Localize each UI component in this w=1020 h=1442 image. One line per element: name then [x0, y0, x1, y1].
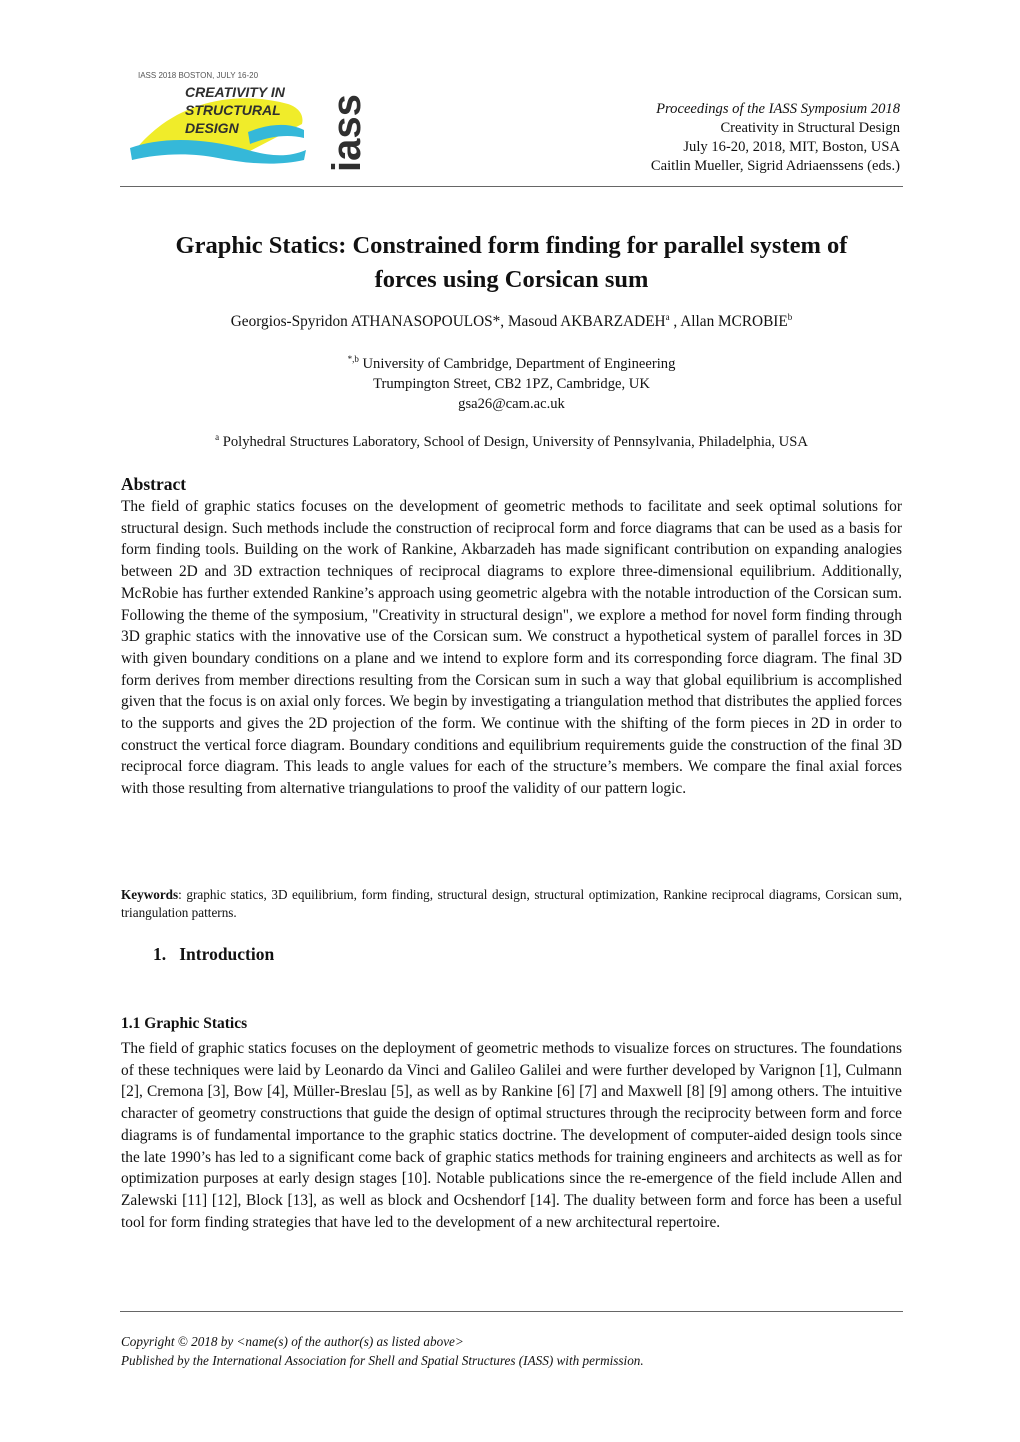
abstract-text: The field of graphic statics focuses on the development of geometric methods to facilitate and seek optimal solutions for structural design. Such methods include the construction of reciprocal form and force diagrams that can be used as a basis for form finding tools. Building on the work of Rankine, Akbarzadeh has made significant contribution on expanding analogies between 2D and 3D extraction techniques of reciprocal diagrams to explore three-dimensional equilibrium. Additionally, McRobie has further extended Rankine’s approach using geometric algebra with the notable introduction of the Corsican sum. Following the theme of the symposium, "Creativity in structural design", we explore a method for novel form finding through 3D graphic statics with the innovative use of the Corsican sum. We construct a hypothetical system of parallel forces in 3D with given boundary conditions on a plane and we intend to explore form and its corresponding force diagram. The final 3D form derives from member directions resulting from the Corsican sum in such a way that global equilibrium is accomplished given that the focus is on axial only forces. We begin by investigating a triangulation method that distributes the applied forces to the supports and gives the 2D projection of the form. We continue with the shifting of the form pieces in 2D in order to construct the vertical force diagram. Boundary conditions and equilibrium requirements guide the construction of the final 3D reciprocal force diagram. This leads to angle values for each of the structure’s members. We compare the final axial forces with those resulting from alternative triangulations to proof the validity of our pattern logic. [121, 498, 902, 798]
keywords [121, 886, 902, 922]
author-list [120, 313, 903, 331]
affil2-sup: a [215, 432, 220, 443]
author-2: , Allan MCROBIE [669, 313, 788, 330]
logo-line2: STRUCTURAL [185, 102, 281, 118]
introduction-heading: 1. Introduction [153, 944, 275, 964]
affiliation-cambridge [120, 354, 903, 414]
affiliation-upenn [120, 432, 903, 452]
logo-event-line: IASS 2018 BOSTON, JULY 16-20 [138, 71, 259, 80]
affil1-sup: *,b [347, 354, 359, 365]
keywords-label: Keywords [121, 887, 179, 902]
author-1: Georgios-Spyridon ATHANASOPOULOS*, Masoud AKBARZADEH [230, 313, 666, 330]
affil2-text: Polyhedral Structures Laboratory, School of Design, University of Pennsylvania, Philadelphia, USA [219, 434, 808, 450]
abstract-body [121, 496, 902, 800]
introduction-text: The field of graphic statics focuses on the deployment of geometric methods to visualize forces on structures. The foundations of these techniques were laid by Leonardo da Vinci and Galileo Galilei and were further developed by Varignon [1], Culmann [2], Cremona [3], Bow [4], Müller-Breslau [5], as well as by Rankine [6] [7] and Maxwell [8] [9] among others. The intuitive character of geometry constructions that guide the design of optimal structures through the reciprocity between form and force diagrams is of fundamental importance to the graphic statics doctrine. The development of computer-aided design tools since the late 1990’s has led to a significant come back of graphic statics methods for training engineers and architects as well as for optimization purposes at early design stages [10]. Notable publications since the re-emergence of the field include Allen and Zalewski [11] [12], Block [13], as well as block and Ocshendorf [14]. The duality between form and force has been a useful tool for form finding strategies that have led to the development of a new architectural repertoire. [121, 1040, 902, 1231]
author-2-sup: b [787, 311, 793, 322]
footer [121, 1332, 902, 1370]
logo-brand-vertical: iass [325, 94, 369, 172]
paper-title [120, 229, 903, 297]
paper-title-line1: Graphic Statics: Constrained form finding for parallel system of [175, 232, 848, 259]
proceedings-title: Proceedings of the IASS Symposium 2018 [656, 101, 900, 117]
proceedings-subtitle: Creativity in Structural Design [720, 120, 900, 136]
abstract-heading: Abstract [121, 474, 187, 494]
footer-copyright: Copyright © 2018 by <name(s) of the author(s) as listed above> [121, 1334, 464, 1349]
affil1-email: gsa26@cam.ac.uk [458, 396, 565, 412]
footer-published: Published by the International Association for Shell and Spatial Structures (IASS) with permission. [121, 1353, 644, 1368]
logo-line3: DESIGN [185, 120, 239, 136]
keywords-text: : graphic statics, 3D equilibrium, form finding, structural design, structural optimization, Rankine reciprocal diagrams, Corsican sum, triangulation patterns. [121, 887, 902, 920]
logo-blue-wave-1 [130, 140, 306, 164]
graphic-statics-subheading: 1.1 Graphic Statics [121, 1015, 248, 1032]
proceedings-date-place: July 16-20, 2018, MIT, Boston, USA [683, 139, 900, 155]
proceedings-editors: Caitlin Mueller, Sigrid Adriaenssens (eds.) [650, 158, 900, 174]
conference-logo [128, 66, 378, 172]
affil1-line2: Trumpington Street, CB2 1PZ, Cambridge, UK [373, 376, 650, 392]
logo-line1: CREATIVITY IN [185, 84, 285, 100]
proceedings-block [500, 100, 900, 176]
header-divider [120, 186, 903, 187]
affil1-line1: University of Cambridge, Department of Engineering [358, 356, 676, 372]
footer-divider [120, 1311, 903, 1312]
paper-title-line2: forces using Corsican sum [374, 266, 649, 293]
author-1-sup: a [665, 311, 670, 322]
introduction-body [121, 1038, 902, 1233]
